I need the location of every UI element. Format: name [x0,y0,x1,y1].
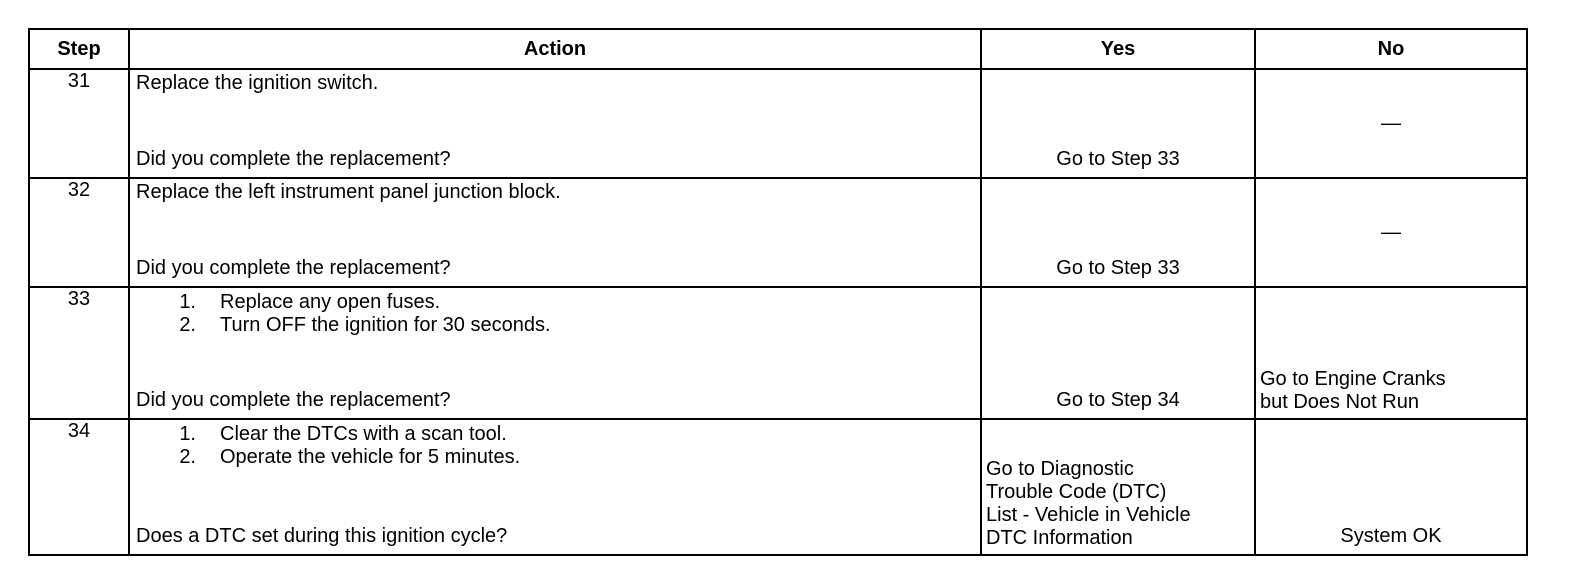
table-row [29,69,1527,178]
yes-link[interactable]: Go to Step 34 [1056,389,1180,411]
substep-number: 2. [179,314,196,336]
yes-link-line: Go to Diagnostic [986,458,1134,480]
action-cell [129,178,981,287]
yes-link[interactable]: Go to Step 33 [1056,148,1180,170]
no-link-line: but Does Not Run [1260,391,1419,413]
no-value: System OK [1340,525,1442,547]
header-yes: Yes [981,29,1255,69]
header-no: No [1255,29,1527,69]
no-value: — [1381,112,1401,134]
yes-link[interactable] [986,458,1252,550]
yes-cell [981,287,1255,419]
header-step: Step [29,29,129,69]
step-number: 34 [29,419,129,555]
step-number: 32 [29,178,129,287]
substep-text: Clear the DTCs with a scan tool. [220,423,507,445]
no-cell [1255,178,1527,287]
yes-link-line: DTC Information [986,527,1133,549]
header-action: Action [129,29,981,69]
substep-text: Replace any open fuses. [220,291,441,313]
action-text: Replace the left instrument panel junction block. [136,181,561,203]
action-cell [129,419,981,555]
table-row [29,287,1527,419]
list-item [168,423,520,446]
substep-number: 1. [179,423,196,445]
no-cell [1255,419,1527,555]
step-number: 31 [29,69,129,178]
substep-number: 2. [179,446,196,468]
step-number: 33 [29,287,129,419]
substep-list [168,291,551,337]
no-link-line: Go to Engine Cranks [1260,368,1446,390]
list-item [168,291,551,314]
list-item [168,314,551,337]
no-cell [1255,69,1527,178]
yes-link-line: List - Vehicle in Vehicle [986,504,1191,526]
diagnostic-steps-table [28,28,1528,556]
table-row [29,419,1527,555]
substep-list [168,423,520,469]
action-question: Did you complete the replacement? [136,389,451,411]
substep-number: 1. [179,291,196,313]
yes-cell [981,419,1255,555]
yes-link[interactable]: Go to Step 33 [1056,257,1180,279]
action-question: Did you complete the replacement? [136,148,451,170]
no-link[interactable] [1260,368,1446,414]
table-row [29,178,1527,287]
yes-link-line: Trouble Code (DTC) [986,481,1167,503]
no-value: — [1381,221,1401,243]
list-item [168,446,520,469]
action-question: Does a DTC set during this ignition cycle? [136,525,508,547]
yes-cell [981,69,1255,178]
no-cell [1255,287,1527,419]
action-question: Did you complete the replacement? [136,257,451,279]
header-row [29,29,1527,69]
action-cell [129,69,981,178]
substep-text: Turn OFF the ignition for 30 seconds. [220,314,551,336]
yes-cell [981,178,1255,287]
action-text: Replace the ignition switch. [136,72,379,94]
action-cell [129,287,981,419]
substep-text: Operate the vehicle for 5 minutes. [220,446,521,468]
